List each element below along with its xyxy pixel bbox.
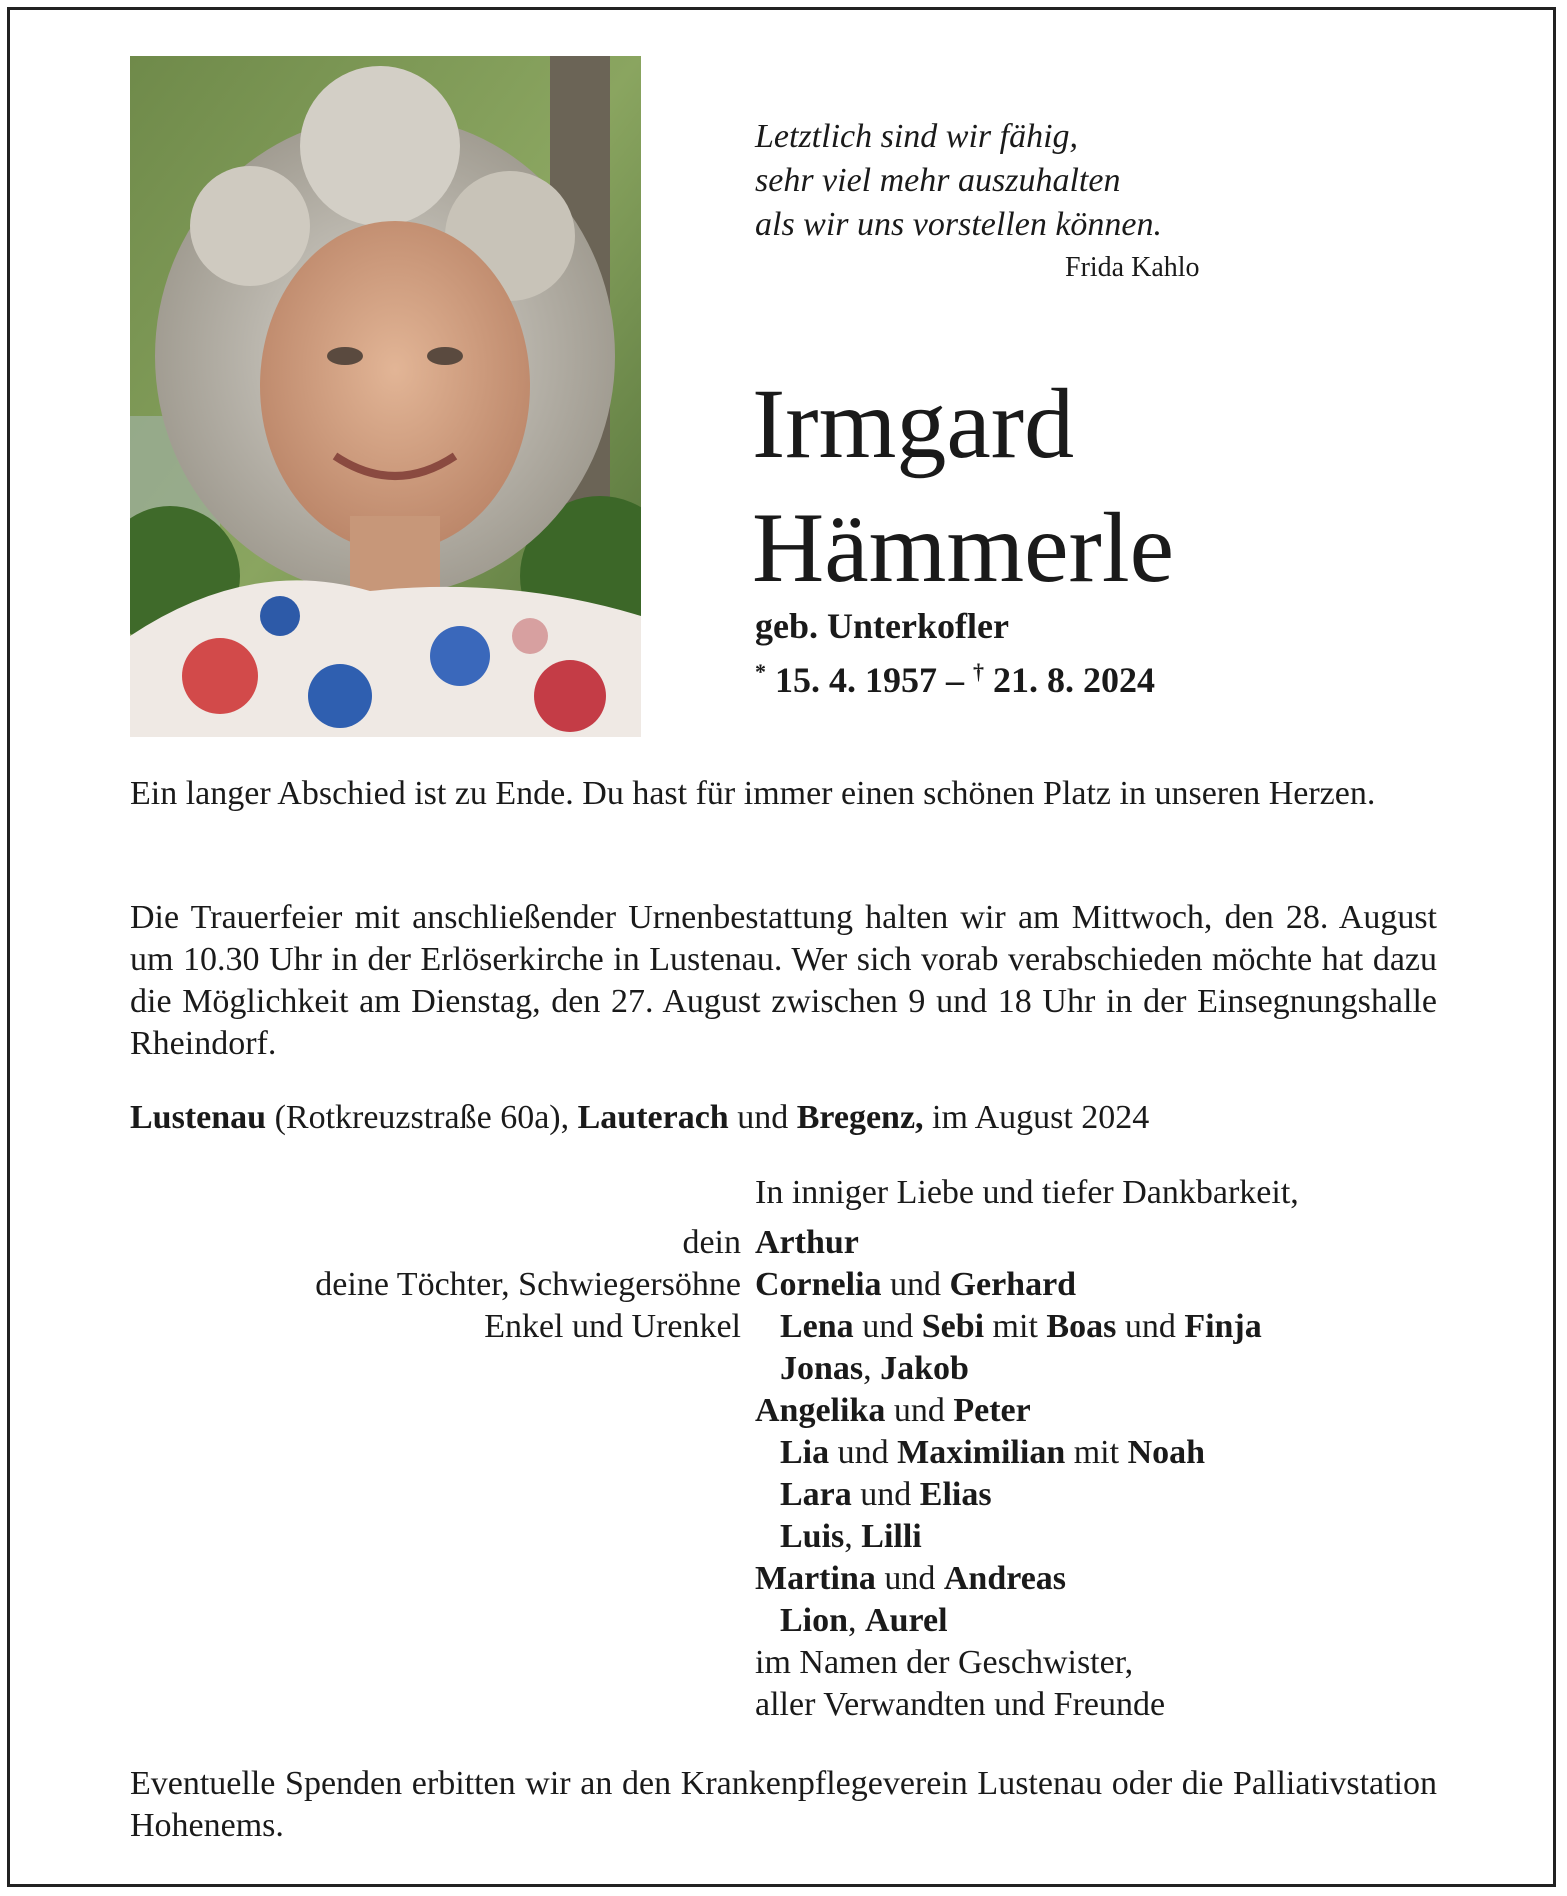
connector: und [860,1476,912,1513]
connector: und [1124,1308,1176,1345]
family-name: Jonas [780,1350,864,1387]
connector: und [890,1266,942,1303]
family-name: Boas [1046,1308,1117,1345]
thanks-line: In inniger Liebe und tiefer Dankbarkeit, [755,1174,1299,1211]
family-name: Lara [780,1476,852,1513]
family-name: Noah [1127,1434,1206,1471]
family-line [780,1600,948,1642]
connector: , [863,1350,872,1387]
birth-symbol: * [755,659,766,684]
family-line [780,1474,992,1516]
family-name: Arthur [755,1224,859,1261]
connector: und [884,1560,936,1597]
death-date: 21. 8. 2024 [993,660,1155,700]
family-line [755,1264,1076,1306]
place-date-line [130,1097,1149,1139]
date-separator: – [946,660,964,700]
family-name: Lena [780,1308,854,1345]
family-name: Lia [780,1434,830,1471]
connector: und [837,1434,889,1471]
relation-husband: dein [682,1224,741,1261]
family-line [780,1516,922,1558]
connector: , [848,1602,857,1639]
family-name: Peter [953,1392,1031,1429]
family-name: Jakob [880,1350,969,1387]
farewell-paragraph: Ein langer Abschied ist zu Ende. Du hast für immer einen schönen Platz in unseren Herzen. [130,775,1376,812]
closing-line: aller Verwandten und Freunde [755,1686,1166,1723]
deceased-name [752,362,1174,610]
family-name: Finja [1184,1308,1262,1345]
town-lauterach: Lauterach [577,1099,729,1136]
family-line [780,1306,1262,1348]
family-name: Lilli [861,1518,922,1555]
life-dates [755,650,1155,702]
death-symbol: † [973,659,984,684]
quote-author: Frida Kahlo [1065,252,1200,283]
family-name: Lion [780,1602,849,1639]
address: (Rotkreuzstraße 60a), [274,1099,570,1136]
place-date: im August 2024 [932,1099,1150,1136]
birth-date: 15. 4. 1957 [775,660,937,700]
family-name: Martina [755,1560,876,1597]
first-name: Irmgard [752,368,1075,479]
town-bregenz: Bregenz, [796,1099,924,1136]
birth-name: geb. Unterkofler [755,606,1009,646]
quote-line: sehr viel mehr auszuhalten [755,162,1121,199]
family-line [755,1222,859,1264]
quote-line: Letztlich sind wir fähig, [755,118,1079,155]
connector: und [893,1392,945,1429]
relation-grandchildren: Enkel und Urenkel [484,1308,741,1345]
family-name: Sebi [921,1308,985,1345]
donation-paragraph: Eventuelle Spenden erbitten wir an den Krankenpflegeverein Lustenau oder die Palliativstation Hohenems. [130,1765,1437,1844]
last-name: Hämmerle [752,492,1175,603]
conjunction: und [737,1099,789,1136]
family-line [780,1348,969,1390]
relation-daughters: deine Töchter, Schwiegersöhne [315,1266,741,1303]
family-name: Cornelia [755,1266,882,1303]
connector: und [862,1308,914,1345]
family-name: Angelika [755,1392,886,1429]
family-name: Andreas [943,1560,1067,1597]
town-lustenau: Lustenau [130,1099,267,1136]
family-line [755,1390,1031,1432]
family-name: Luis [780,1518,845,1555]
connector: mit [1073,1434,1120,1471]
family-name: Elias [919,1476,992,1513]
portrait-photo [130,56,641,737]
connector: , [844,1518,853,1555]
closing-line: im Namen der Geschwister, [755,1644,1134,1681]
quote-line: als wir uns vorstellen können. [755,206,1163,243]
family-name: Maximilian [897,1434,1066,1471]
family-line [780,1432,1205,1474]
family-name: Gerhard [949,1266,1077,1303]
funeral-paragraph: Die Trauerfeier mit anschließender Urnenbestattung halten wir am Mittwoch, den 28. August um 10.30 Uhr in der Erlöserkirche in Lustenau. Wer sich vorab verabschieden möchte hat dazu die Möglichkeit am Dienstag, den 27. August zwischen 9 und 18 Uhr in der Einsegnungshalle Rheindorf. [130,899,1437,1062]
connector: mit [992,1308,1038,1345]
family-name: Aurel [865,1602,948,1639]
family-line [755,1558,1066,1600]
quote-block [755,115,1275,247]
